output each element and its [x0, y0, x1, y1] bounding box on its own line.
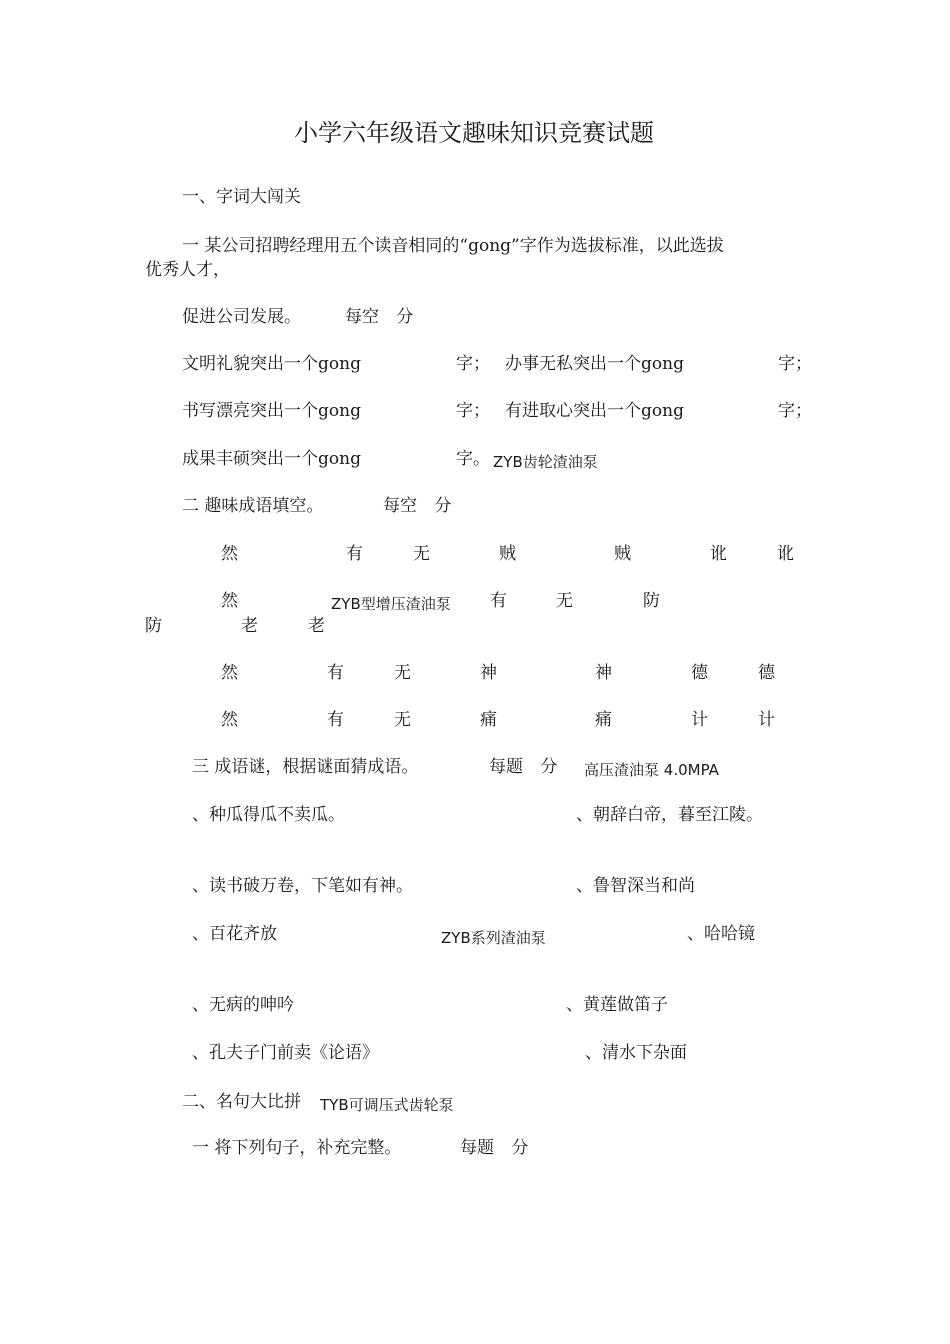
ad-text: ZYB型增压渣油泵 [331, 595, 451, 613]
idiom-char: 然 [221, 591, 238, 611]
score-note: 每题 分 [460, 1138, 529, 1158]
score-note: 每空 分 [345, 307, 414, 327]
idiom-char: 有 [327, 663, 344, 683]
fill-blank-prompt: 书写漂亮突出一个gong [182, 401, 361, 421]
fill-blank-suffix: 字。 [456, 449, 490, 469]
idiom-char: 有 [327, 710, 344, 730]
idiom-char: 然 [221, 710, 238, 730]
question-heading: 三 成语谜，根据谜面猜成语。 [192, 757, 419, 777]
riddle-item: 、哈哈镜 [687, 924, 755, 944]
question-intro-line: 促进公司发展。 [182, 307, 301, 327]
fill-blank-suffix: 字； [778, 354, 812, 374]
idiom-char: 无 [394, 663, 411, 683]
idiom-char: 德 [691, 663, 708, 683]
fill-blank-prompt: 文明礼貌突出一个gong [182, 354, 361, 374]
idiom-char: 贼 [614, 544, 631, 564]
idiom-char: 无 [394, 710, 411, 730]
section-heading: 二、名句大比拼 [182, 1092, 301, 1112]
score-note: 每题 分 [489, 757, 558, 777]
riddle-item: 、黄莲做笛子 [566, 995, 668, 1015]
idiom-char: 有 [346, 544, 363, 564]
idiom-char: 神 [595, 663, 612, 683]
idiom-char: 痛 [480, 710, 497, 730]
ad-text: 高压渣油泵 4.0MPA [584, 761, 719, 779]
fill-blank-suffix: 字； [456, 401, 490, 421]
riddle-item: 、孔夫子门前卖《论语》 [192, 1043, 379, 1063]
idiom-char: 然 [221, 663, 238, 683]
ad-text: TYB可调压式齿轮泵 [320, 1096, 454, 1114]
idiom-char: 有 [490, 591, 507, 611]
fill-blank-prompt: 成果丰硕突出一个gong [182, 449, 361, 469]
riddle-item: 、无病的呻吟 [192, 995, 294, 1015]
riddle-item: 、清水下杂面 [585, 1043, 687, 1063]
idiom-char: 贼 [499, 544, 516, 564]
idiom-char: 神 [480, 663, 497, 683]
idiom-char: 计 [758, 710, 775, 730]
question-heading: 二 趣味成语填空。 [182, 496, 324, 516]
fill-blank-prompt: 有进取心突出一个gong [505, 401, 684, 421]
riddle-item: 、读书破万卷，下笔如有神。 [192, 876, 413, 896]
idiom-char: 防 [643, 591, 660, 611]
idiom-char: 老 [308, 616, 325, 636]
riddle-item: 、种瓜得瓜不卖瓜。 [192, 805, 345, 825]
ad-text: ZYB系列渣油泵 [441, 929, 546, 947]
idiom-char: 德 [758, 663, 775, 683]
fill-blank-prompt: 办事无私突出一个gong [505, 354, 684, 374]
question-heading: 一 将下列句子，补充完整。 [192, 1138, 402, 1158]
idiom-char: 痛 [595, 710, 612, 730]
question-intro-line: 一 某公司招聘经理用五个读音相同的“gong”字作为选拔标准，以此选拔 [182, 236, 724, 256]
riddle-item: 、百花齐放 [192, 924, 277, 944]
idiom-char: 防 [145, 616, 162, 636]
idiom-char: 然 [221, 544, 238, 564]
page-title: 小学六年级语文趣味知识竞赛试题 [294, 119, 654, 147]
riddle-item: 、鲁智深当和尚 [576, 876, 695, 896]
ad-text: ZYB齿轮渣油泵 [493, 453, 598, 471]
idiom-char: 无 [556, 591, 573, 611]
idiom-char: 讹 [777, 544, 794, 564]
fill-blank-suffix: 字； [456, 354, 490, 374]
section-heading: 一、字词大闯关 [182, 187, 301, 207]
score-note: 每空 分 [383, 496, 452, 516]
idiom-char: 无 [413, 544, 430, 564]
riddle-item: 、朝辞白帝，暮至江陵。 [576, 805, 763, 825]
fill-blank-suffix: 字； [778, 401, 812, 421]
idiom-char: 计 [691, 710, 708, 730]
question-intro-line: 优秀人才， [145, 260, 230, 280]
idiom-char: 老 [241, 616, 258, 636]
idiom-char: 讹 [710, 544, 727, 564]
